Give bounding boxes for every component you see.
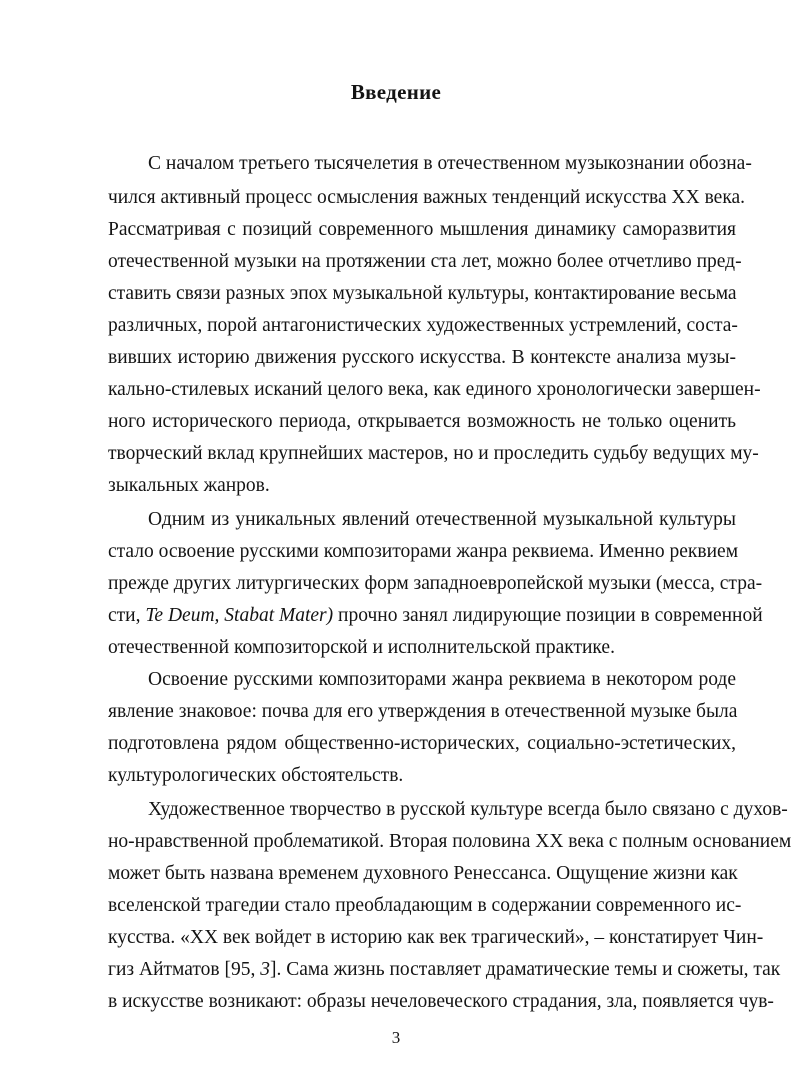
paragraph-3-line-2: явление знаковое: почва для его утверждения в отечественной музыке была [108, 701, 738, 722]
paragraph-1-line-6: различных, порой антагонистических художественных устремлений, соста- [108, 315, 738, 336]
paragraph-3-line-1: Освоение русскими композиторами жанра реквиема в некотором роде [148, 669, 736, 690]
paragraph-2-line-4-after: прочно занял лидирующие позиции в современной [333, 605, 763, 626]
paragraph-3-line-3: подготовлена рядом общественно-исторических, социально-эстетических, [108, 733, 736, 754]
paragraph-1-line-1: С началом третьего тысячелетия в отечественном музыкознании обозна- [148, 153, 752, 174]
paragraph-1-line-2: чился активный процесс осмысления важных тенденций искусства XX века. [108, 187, 746, 208]
paragraph-1-line-9: ного исторического периода, открывается возможность не только оценить [108, 411, 736, 432]
paragraph-2-line-3: прежде других литургических форм западноевропейской музыки (месса, стра- [108, 573, 763, 594]
paragraph-1-line-4: отечественной музыки на протяжении ста лет, можно более отчетливо пред- [108, 251, 742, 272]
paragraph-4-line-6-before: гиз Айтматов [95, [108, 959, 261, 980]
paragraph-4-line-3: может быть названа временем духовного Ренессанса. Ощущение жизни как [108, 863, 738, 884]
page-title: Введение [350, 80, 442, 104]
paragraph-1-line-10: творческий вклад крупнейших мастеров, но и проследить судьбу ведущих му- [108, 443, 759, 464]
paragraph-4-line-6 [108, 956, 781, 984]
paragraph-1-line-8: кально-стилевых исканий целого века, как единого хронологически завершен- [108, 379, 761, 400]
paragraph-4-line-6-italic: 3 [260, 959, 270, 980]
paragraph-4-line-1: Художественное творчество в русской культуре всегда было связано с духов- [148, 799, 788, 820]
paragraph-1-line-11: зыкальных жанров. [108, 475, 270, 496]
paragraph-4-line-2: но-нравственной проблематикой. Вторая половина XX века с полным основанием [108, 831, 792, 852]
paragraph-4-line-6-after: ]. Сама жизнь поставляет драматические темы и сюжеты, так [270, 959, 781, 980]
paragraph-2-line-5: отечественной композиторской и исполнительской практике. [108, 637, 615, 658]
paragraph-4-line-5: кусства. «XX век войдет в историю как век трагический», – констатирует Чин- [108, 927, 764, 948]
paragraph-1-line-7: вивших историю движения русского искусства. В контексте анализа музы- [108, 347, 736, 368]
paragraph-4-line-4: вселенской трагедии стало преобладающим в содержании современного ис- [108, 895, 742, 916]
paragraph-2-line-4-italic: Te Deum, Stabat Mater) [145, 605, 334, 626]
paragraph-1-line-5: ставить связи разных эпох музыкальной культуры, контактирование весьма [108, 283, 737, 304]
paragraph-2-line-1: Одним из уникальных явлений отечественной музыкальной культуры [148, 509, 736, 530]
paragraph-4-line-7: в искусстве возникают: образы нечеловеческого страдания, зла, появляется чув- [108, 991, 774, 1012]
page-number: 3 [391, 1028, 401, 1047]
paragraph-2-line-2: стало освоение русскими композиторами жанра реквиема. Именно реквием [108, 541, 739, 562]
paragraph-1-line-3: Рассматривая с позиций современного мышления динамику саморазвития [108, 219, 736, 240]
paragraph-2-line-4-before: сти, [108, 605, 146, 626]
paragraph-2-line-4 [108, 602, 763, 630]
paragraph-3-line-4: культурологических обстоятельств. [108, 765, 404, 786]
